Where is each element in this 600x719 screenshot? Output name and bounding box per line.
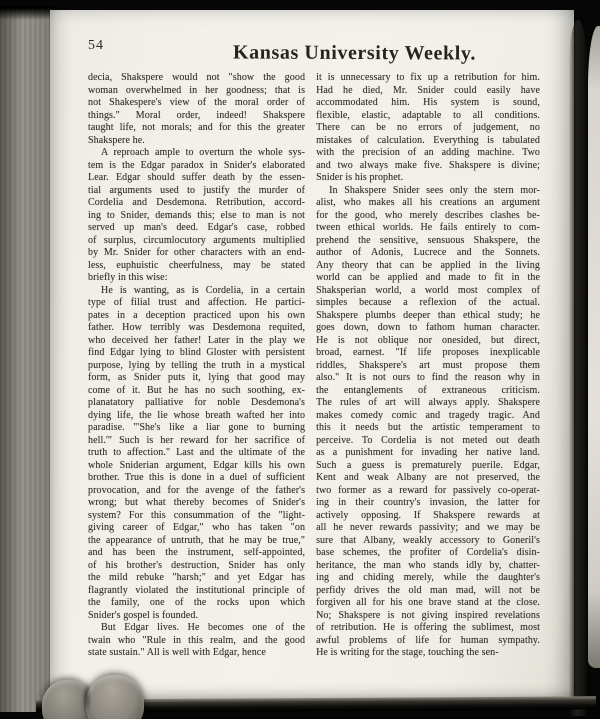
text-line: provocation, and for the avenge of the father's (88, 484, 306, 496)
text-line: goes down, down to fathom human character. (316, 322, 540, 333)
text-line: less, euphuistic cheerfulness, may be stated (88, 259, 306, 271)
text-line: it is unnecessary to fix up a retribution for him. (316, 72, 540, 83)
text-line: perfidy drives the old man mad, will not be (316, 584, 540, 596)
text-line: Shaksperian world, a world most complex of (316, 284, 540, 296)
text-line: ing and chiding merely, while the daughter's (316, 572, 540, 583)
paragraph (88, 622, 305, 660)
text-line: system? For this consummation of the "light- (88, 509, 306, 521)
text-line: of surplus, circumlocutory arguments multiplied (88, 234, 306, 246)
text-line: whole Sniderian argument, Edgar kills his own (88, 459, 306, 471)
text-line: Kent and weak Albany are not preserved, the (316, 472, 540, 483)
text-line: Shakspere plumbs deeper than ethical study; he (316, 309, 540, 321)
text-line: tem is the Edgar paradox in Snider's elaborated (88, 159, 306, 171)
facing-page-edge (588, 26, 600, 668)
text-line: Shakspere he. (88, 134, 145, 146)
text-line: wrong; but what thereby becomes of Snider's (88, 497, 306, 508)
text-line: planatatory palliative for noble Desdemona's (88, 397, 306, 408)
paragraph (88, 72, 305, 147)
text-line: not Shakespere's view of the moral order of (88, 97, 306, 108)
text-line: perceive. To Cordelia is not meted out death (316, 434, 540, 446)
text-line: the appearance of untruth, that he may be true," (88, 534, 306, 546)
text-line: world can be applied and made to fit in the (316, 272, 540, 283)
text-line: also." It is not ours to find the reason why in (316, 372, 540, 383)
text-line: Such a guess is prematurely puerile. Edgar, (316, 459, 540, 471)
text-column-left (88, 72, 305, 660)
text-line: pates in a deception practiced upon his own (88, 309, 306, 321)
text-line: No; Shakspere is not giving inspired revelations (316, 609, 540, 621)
text-line: flexible, elastic, adaptable to all conditions. (316, 109, 540, 121)
text-line: There can be no errors of judgement, no (316, 122, 540, 133)
text-line: author of Adonis, Lucrece and the Sonnets. (316, 247, 540, 258)
text-line: this it needs but the artistic temperament to (316, 422, 540, 433)
text-line: Any theory that can be applied in the living (316, 259, 540, 271)
text-line: for the good, who merely describes clashes be- (316, 209, 540, 221)
text-line: brother. True this is done in a duel of sufficient (88, 472, 306, 483)
text-line: accommodated him. His system is sound, (316, 97, 540, 108)
text-line: who deceived her father! Later in the play we (88, 334, 306, 346)
text-line: with the precision of an adding machine. Two (316, 147, 540, 158)
text-line: tween ethical worlds. He fails entirely to com- (316, 222, 540, 233)
text-line: broad, earnest. "If life proposes inexplicable (316, 347, 540, 358)
text-line: actively opposing. If Shakspere rewards at (316, 509, 540, 521)
text-line: In Shakspere Snider sees only the stern mor- (329, 184, 540, 196)
book-page (50, 10, 576, 700)
text-line: dying life, the lie whose breath wafted her into (88, 409, 306, 421)
text-line: type of filial trust and affection. He partici- (88, 297, 306, 308)
text-line: truth to affection." Last and the ultimate of the (88, 447, 306, 458)
text-line: purpose, lying by telling the truth in a mystical (88, 359, 306, 371)
text-line: tial arguments used to justify the murder of (88, 184, 306, 196)
text-line: as a punishment for invading her native land. (316, 447, 540, 458)
text-line: prehend the sensitive, sensuous Shakspere, the (316, 234, 540, 246)
paragraph (316, 72, 540, 185)
text-line: simples because a reflexion of the actual. (316, 297, 540, 308)
text-line: alist, who makes all his creations an argument (316, 197, 540, 208)
text-line: father. How terribly was Desdemona requited, (88, 322, 306, 333)
text-line: the family, one of the rocks upon which (88, 597, 306, 608)
text-line: sure that Albany, weakly accessory to Goneril's (316, 534, 540, 546)
text-line: served up man's deed. Edgar's case, robbed (88, 222, 306, 233)
text-line: and has been the instrument, self-appointed, (88, 547, 306, 558)
text-line: the mild rebuke "harsh;" and yet Edgar has (88, 572, 306, 583)
text-line: come of it. But he has no such soothing, ex- (88, 384, 306, 396)
book-fore-edge (0, 6, 54, 712)
journal-title: Kansas University Weekly. (232, 41, 477, 65)
text-line: state sustain." All is well with Edgar, hence (88, 647, 266, 658)
text-line: hell.'" Such is her reward for her sacrifice of (88, 434, 306, 446)
text-line: ing to Snider, demands this; else to man is not (88, 209, 306, 221)
text-line: woman overwhelmed in her goodness; that is (88, 84, 306, 96)
text-line: of his brother's destruction, Snider has only (88, 559, 306, 571)
text-line: the entanglements of extraneous criticism. (316, 384, 540, 396)
text-line: base schemes, the profiter of Cordelia's disin- (316, 547, 540, 558)
text-line: decia, Shakspere would not "show the good (88, 72, 306, 83)
thumb-crease (82, 682, 92, 716)
text-line: find Edgar lying to blind Gloster with persistent (88, 347, 306, 358)
text-line: flagrantly violated the institutional principle of (88, 584, 306, 596)
text-line: He is wanting, as is Cordelia, in a certain (101, 284, 306, 296)
text-line: He is not oblique nor onesided, but direct, (316, 334, 540, 346)
text-columns (88, 72, 540, 660)
paragraph (88, 285, 305, 623)
reader-thumb (42, 674, 142, 719)
text-line: riddles, Shakspere's art must propose them (316, 359, 540, 371)
page-number: 54 (88, 38, 104, 53)
text-line: of retribution. He is offering the sublimest, most (316, 622, 540, 633)
text-line: mistakes of calculation. Everything is tabulated (316, 134, 540, 146)
page-gutter-shadow (569, 20, 587, 716)
text-line: taught life, not morals; and for this the greater (88, 122, 306, 133)
text-line: awful problems of life for human sympathy. (316, 634, 540, 646)
text-line: Cordelia and Desdemona. Retribution, accord- (88, 197, 306, 208)
text-line: Snider's gospel is founded. (88, 609, 199, 621)
text-line: and two always make five. Shakspere is divine; (316, 159, 540, 171)
text-line: form, as Snider puts it, lying that good may (88, 372, 306, 383)
text-line: ing in their country's invasion, the latter for (316, 497, 540, 508)
text-line: Had he died, Mr. Snider could easily have (316, 84, 540, 96)
text-line: by Mr. Snider for other characters with an end- (88, 247, 306, 258)
text-line: twain who "Rule in this realm, and the good (88, 634, 306, 646)
text-line: forgiven all for his one brave stand at the close. (316, 597, 540, 608)
text-line: Lear. Edgar should suffer death by the essen- (88, 172, 306, 183)
paragraph (316, 185, 540, 660)
text-line: makes comedy comic and tragedy tragic. And (316, 409, 540, 421)
text-line: briefly in this wise: (88, 272, 168, 283)
text-line: all he never rewards passivity; and we may be (316, 522, 540, 533)
text-line: The rules of art will always apply. Shakspere (316, 397, 540, 408)
text-line: heritance, the man who stands idly by, chatter- (316, 559, 540, 571)
text-line: Snider is his prophet. (316, 172, 404, 183)
text-line: things." Moral order, indeed! Shakspere (88, 109, 306, 121)
text-column-right (316, 72, 540, 660)
paragraph (88, 147, 305, 285)
text-line: giving career of Edgar," who has taken "on (88, 522, 306, 533)
text-line: two former as a reward for passively co-operat- (316, 484, 540, 496)
text-line: He is writing for the stage, touching the sen- (316, 647, 499, 658)
text-line: A reproach ample to overturn the whole sys- (101, 147, 306, 158)
text-line: paradise. "'She's like a liar gone to burning (88, 422, 306, 433)
text-line: But Edgar lives. He becomes one of the (101, 622, 306, 633)
thumb-lobe (86, 675, 144, 719)
